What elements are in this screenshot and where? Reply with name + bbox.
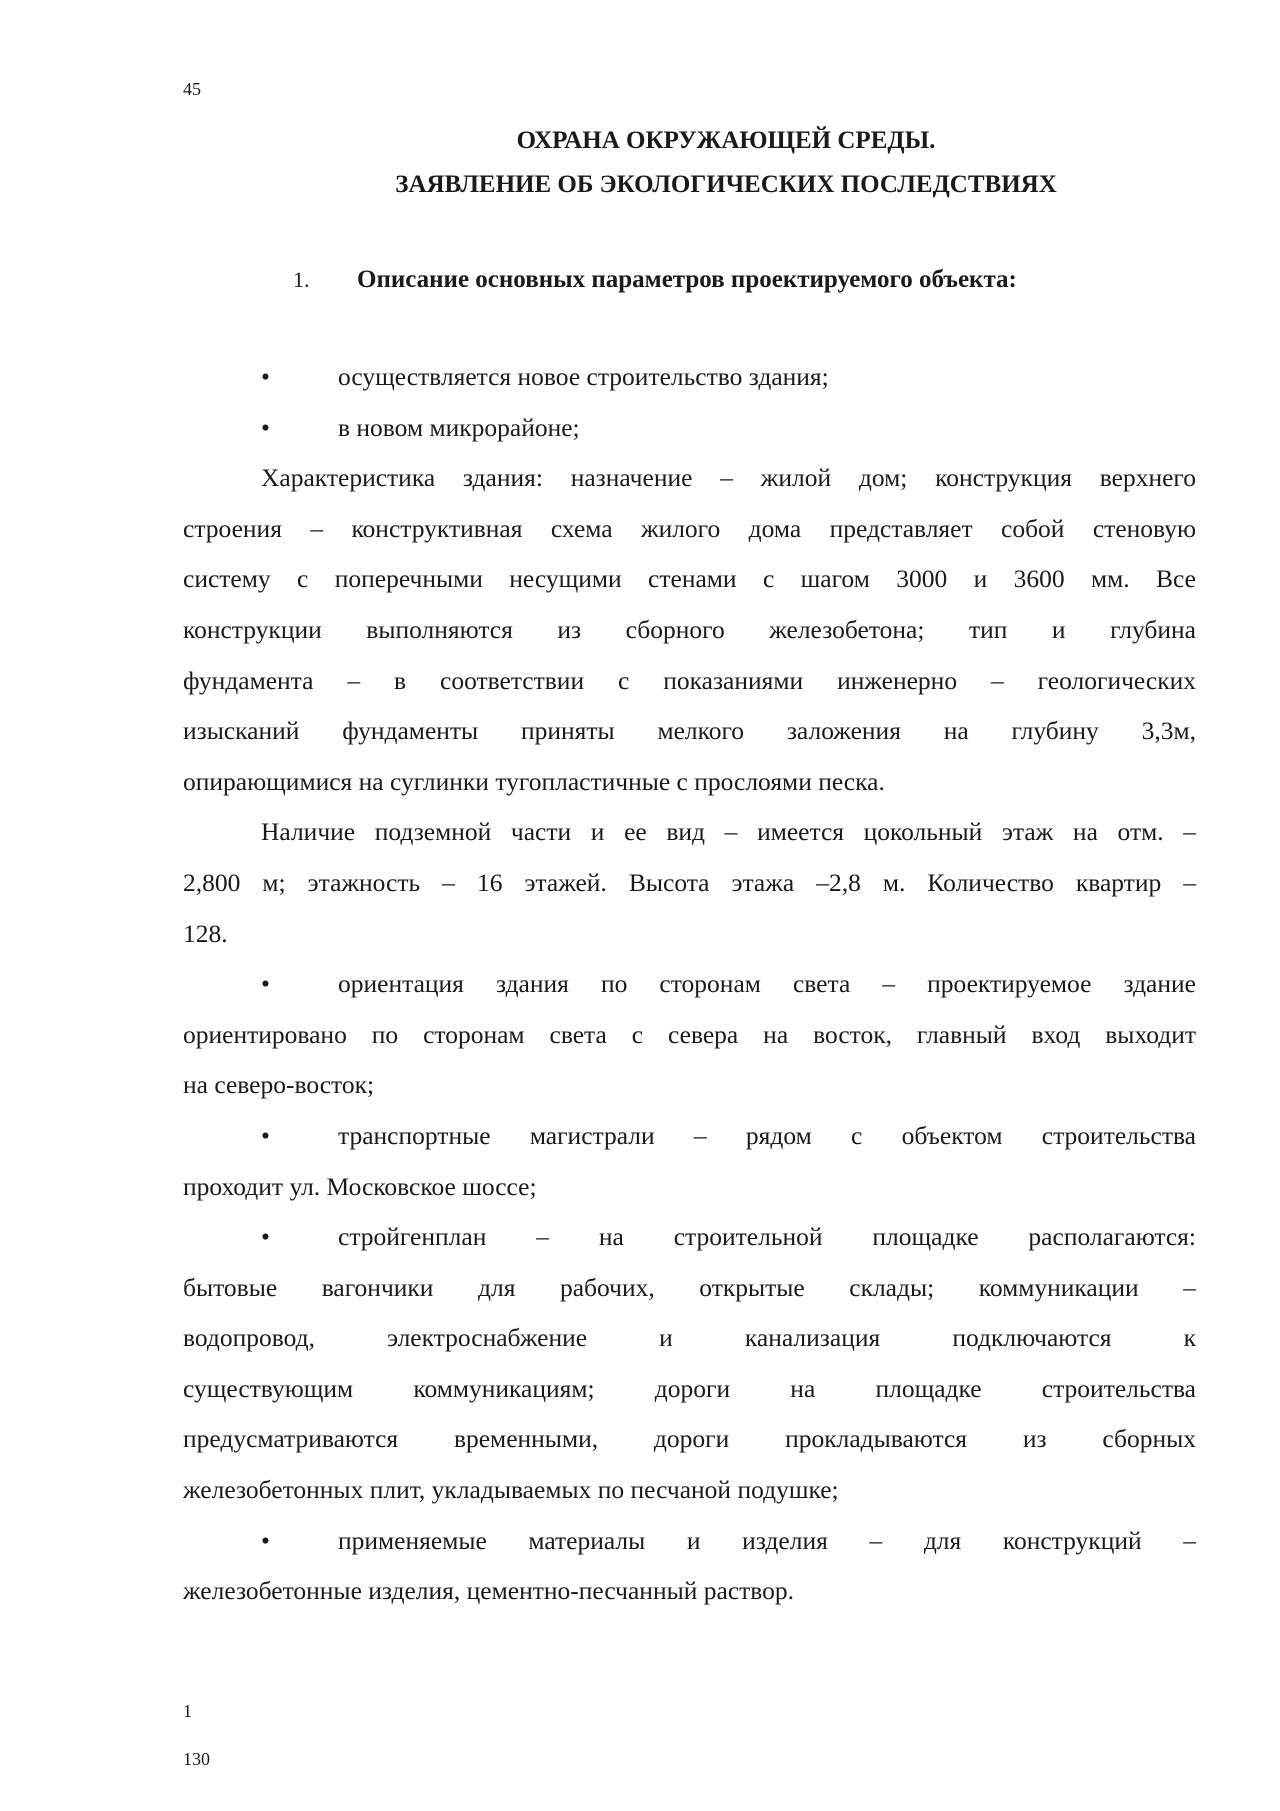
page-number-top: 45: [183, 79, 201, 99]
page-title-line-2: ЗАЯВЛЕНИЕ ОБ ЭКОЛОГИЧЕСКИХ ПОСЛЕДСТВИЯХ: [395, 171, 1057, 198]
text-line: в новом микрорайоне;: [338, 412, 580, 442]
bullet-marker: •: [261, 362, 270, 391]
footnote-number: 1: [183, 1701, 192, 1721]
text-line: применяемые материалы и изделия – для конструкций –: [338, 1525, 1196, 1555]
section-number: 1.: [293, 267, 310, 292]
text-line: существующим коммуникациям; дороги на площадке строительства: [183, 1373, 1196, 1403]
text-line: ориентация здания по сторонам света – проектируемое здание: [338, 969, 1196, 999]
text-line: железобетонные изделия, цементно-песчанный раствор.: [183, 1576, 795, 1606]
text-line: предусматриваются временными, дороги прокладываются из сборных: [183, 1424, 1196, 1454]
text-line: опирающимися на суглинки тугопластичные с прослоями песка.: [183, 766, 885, 796]
text-line: ориентировано по сторонам света с севера на восток, главный вход выходит: [183, 1019, 1196, 1049]
bullet-marker: •: [261, 969, 270, 999]
text-line: строения – конструктивная схема жилого дома представляет собой стеновую: [183, 513, 1196, 543]
text-line: Характеристика здания: назначение – жилой дом; конструкция верхнего: [261, 463, 1196, 493]
page-number-bottom: 130: [183, 1749, 210, 1769]
text-line: 2,800 м; этажность – 16 этажей. Высота этажа –2,8 м. Количество квартир –: [183, 867, 1196, 897]
text-line: бытовые вагончики для рабочих, открытые склады; коммуникации –: [183, 1272, 1196, 1302]
text-line: 128.: [183, 918, 228, 948]
bullet-marker: •: [261, 412, 270, 442]
text-line: систему с поперечными несущими стенами с шагом 3000 и 3600 мм. Все: [183, 564, 1196, 594]
bullet-line: [183, 403, 1196, 454]
text-line: водопровод, электроснабжение и канализация подключаются к: [183, 1323, 1196, 1353]
text-line: проходит ул. Московское шоссе;: [183, 1171, 537, 1201]
text-line: фундамента – в соответствии с показаниями инженерно – геологических: [183, 665, 1196, 695]
text-line: изысканий фундаменты приняты мелкого заложения на глубину 3,3м,: [183, 716, 1196, 746]
bullet-line: [183, 352, 1196, 403]
section-heading: [293, 265, 1017, 295]
text-line: Наличие подземной части и ее вид – имеется цокольный этаж на отм. –: [261, 817, 1196, 847]
bullet-line: [183, 1111, 1196, 1162]
bullet-marker: •: [261, 1120, 270, 1150]
text-line: железобетонных плит, укладываемых по песчаной подушке;: [183, 1475, 839, 1505]
text-line: стройгенплан – на строительной площадке располагаются:: [338, 1222, 1196, 1252]
page-title-line-1: ОХРАНА ОКРУЖАЮЩЕЙ СРЕДЫ.: [516, 127, 936, 154]
section-heading-text: Описание основных параметров проектируемого объекта:: [357, 266, 1017, 293]
bullet-marker: •: [261, 1222, 270, 1252]
text-line: транспортные магистрали – рядом с объектом строительства: [338, 1120, 1196, 1150]
document-body: [183, 352, 1196, 1617]
bullet-marker: •: [261, 1525, 270, 1555]
bullet-line: [183, 959, 1196, 1010]
text-line: на северо-восток;: [183, 1070, 375, 1100]
text-line: конструкции выполняются из сборного железобетона; тип и глубина: [183, 614, 1196, 644]
bullet-line: [183, 1516, 1196, 1567]
bullet-line: [183, 1212, 1196, 1263]
text-line: осуществляется новое строительство здания;: [338, 362, 829, 391]
